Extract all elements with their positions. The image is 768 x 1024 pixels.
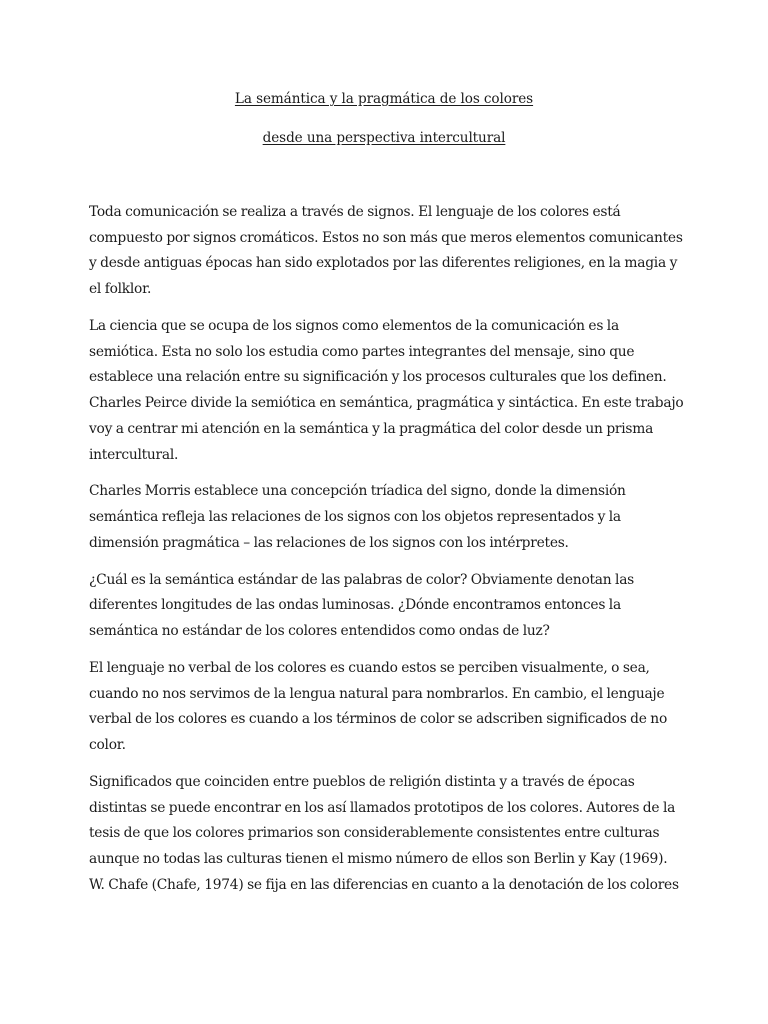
text-line: color.: [89, 737, 126, 754]
text-line: semántica no estándar de los colores entendidos como ondas de luz?: [89, 623, 550, 640]
text-line: W. Chafe (Chafe, 1974) se fija en las diferencias en cuanto a la denotación de los colores: [89, 876, 679, 893]
text-line: Toda comunicación se realiza a través de signos. El lenguaje de los colores está: [89, 204, 621, 220]
text-line: el folklor.: [89, 281, 152, 298]
document-body: [89, 200, 684, 910]
paragraph-5: [89, 656, 675, 759]
text-line: voy a centrar mi atención en la semántica y la pragmática del color desde un prisma: [89, 420, 654, 437]
text-line: aunque no todas las culturas tienen el mismo número de ellos son Berlin y Kay (1969).: [89, 851, 668, 868]
text-line: establece una relación entre su significación y los procesos culturales que los definen.: [89, 369, 667, 386]
text-line: ¿Cuál es la semántica estándar de las palabras de color? Obviamente denotan las: [89, 571, 635, 588]
text-line: diferentes longitudes de las ondas luminosas. ¿Dónde encontramos entonces la: [89, 597, 621, 614]
text-line: tesis de que los colores primarios son considerablemente consistentes entre culturas: [89, 825, 660, 842]
paragraph-2: [89, 314, 684, 468]
text-line: dimensión pragmática – las relaciones de los signos con los intérpretes.: [89, 534, 569, 551]
text-line: distintas se puede encontrar en los así llamados prototipos de los colores. Autores de la: [89, 799, 676, 816]
title-line-1: La semántica y la pragmática de los colores: [234, 91, 534, 107]
text-line: Significados que coinciden entre pueblos de religión distinta y a través de épocas: [89, 774, 635, 790]
document-title: [0, 88, 768, 166]
paragraph-3: [89, 479, 675, 556]
text-line: cuando no nos servimos de la lengua natural para nombrarlos. En cambio, el lenguaje: [89, 685, 665, 702]
text-line: Charles Peirce divide la semiótica en semántica, pragmática y sintáctica. En este trabajo: [89, 395, 684, 412]
title-line-2: desde una perspectiva intercultural: [262, 130, 506, 146]
text-line: verbal de los colores es cuando a los términos de color se adscriben significados de no: [89, 711, 668, 728]
text-line: El lenguaje no verbal de los colores es cuando estos se perciben visualmente, o sea,: [89, 660, 650, 676]
text-line: intercultural.: [89, 446, 179, 463]
paragraph-4: [89, 568, 675, 645]
text-line: semiótica. Esta no solo los estudia como partes integrantes del mensaje, sino que: [89, 343, 635, 360]
paragraph-1: [89, 200, 683, 303]
text-line: compuesto por signos cromáticos. Estos no son más que meros elementos comunicantes: [89, 229, 683, 246]
text-line: semántica refleja las relaciones de los signos con los objetos representados y la: [89, 509, 621, 526]
paragraph-6: [89, 770, 679, 899]
text-line: y desde antiguas épocas han sido explotados por las diferentes religiones, en la magia y: [89, 255, 678, 272]
text-line: Charles Morris establece una concepción tríadica del signo, donde la dimensión: [89, 483, 626, 500]
text-line: La ciencia que se ocupa de los signos como elementos de la comunicación es la: [89, 318, 619, 334]
